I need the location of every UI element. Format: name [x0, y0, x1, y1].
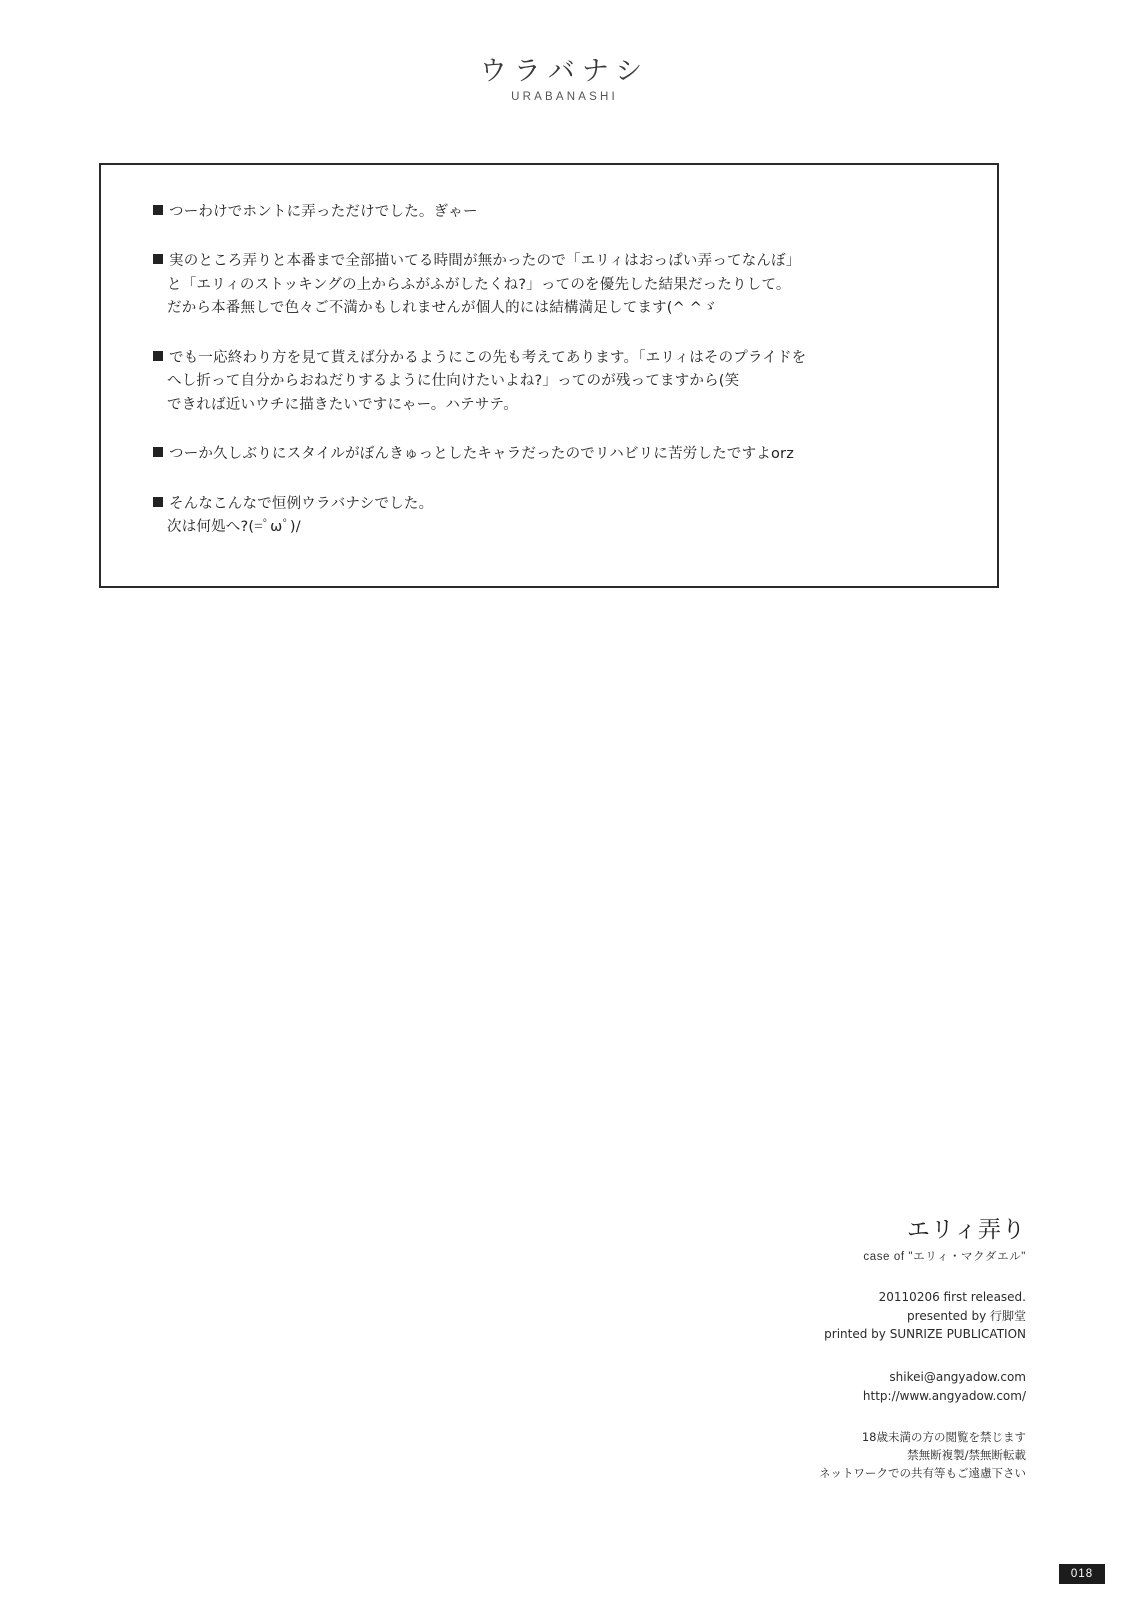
- work-subtitle: case of "エリィ・マクダエル": [863, 1251, 1026, 1264]
- page-header: [0, 58, 1129, 103]
- afterword-line: できれば近いウチに描きたいですにゃー。ハテサテ。: [167, 396, 518, 413]
- work-title: エリィ弄り: [906, 1217, 1026, 1243]
- square-bullet-icon: [153, 497, 163, 507]
- contact-info: [596, 1368, 1026, 1405]
- copyright-notice: 禁無断複製/禁無断転載: [907, 1448, 1026, 1463]
- afterword-text: つーか久しぶりにスタイルがぼんきゅっとしたキャラだったのでリハビリに苦労したですよorz: [169, 446, 795, 463]
- afterword-text: 実のところ弄りと本番まで全部描いてる時間が無かったので「エリィはおっぱい弄ってなんぼ」: [169, 253, 801, 270]
- afterword-line: [153, 250, 955, 273]
- afterword-line: だから本番無しで色々ご不満かもしれませんが個人的には結構満足してます(^ ^ゞ: [167, 300, 717, 317]
- colophon: [596, 1218, 1026, 1483]
- afterword-line: へし折って自分からおねだりするように仕向けたいよね?」ってのが残ってますから(笑: [167, 373, 740, 390]
- afterword-line: [153, 347, 955, 370]
- afterword-line: [153, 493, 955, 516]
- afterword-paragraph: [153, 347, 955, 417]
- release-info: [596, 1288, 1026, 1344]
- afterword-paragraph: [153, 493, 955, 540]
- square-bullet-icon: [153, 351, 163, 361]
- square-bullet-icon: [153, 254, 163, 264]
- afterword-text: そんなこんなで恒例ウラバナシでした。: [169, 495, 434, 512]
- urabanashi-logo-jp: ウラバナシ: [479, 56, 650, 87]
- afterword-paragraph: [153, 201, 955, 224]
- legal-notice: [596, 1429, 1026, 1482]
- afterword-paragraph: [153, 250, 955, 320]
- contact-email[interactable]: shikei@angyadow.com: [889, 1370, 1026, 1385]
- sharing-notice: ネットワークでの共有等もご遠慮下さい: [819, 1465, 1026, 1480]
- afterword-line: 次は何処へ?(=ﾟωﾟ)/: [167, 519, 301, 536]
- afterword-line: と「エリィのストッキングの上からふがふがしたくね?」ってのを優先した結果だったりして。: [167, 276, 791, 293]
- afterword-box: [99, 163, 999, 588]
- contact-website[interactable]: http://www.angyadow.com/: [862, 1388, 1026, 1403]
- release-date: 20110206 first released.: [878, 1290, 1026, 1305]
- printed-by: printed by SUNRIZE PUBLICATION: [824, 1327, 1026, 1342]
- afterword-content: [101, 165, 997, 540]
- urabanashi-logo-romaji: URABANASHI: [511, 91, 618, 103]
- age-restriction-notice: 18歳未満の方の閲覧を禁じます: [861, 1430, 1026, 1445]
- presented-by: presented by 行脚堂: [907, 1308, 1026, 1323]
- page-number: 018: [1059, 1564, 1105, 1584]
- square-bullet-icon: [153, 205, 163, 215]
- afterword-line: [153, 443, 955, 466]
- afterword-text: でも一応終わり方を見て貰えば分かるようにこの先も考えてあります。「エリィはそのプライドを: [169, 349, 807, 366]
- afterword-line: [153, 201, 955, 224]
- afterword-text: つーわけでホントに弄っただけでした。ぎゃー: [169, 204, 478, 220]
- square-bullet-icon: [153, 447, 163, 457]
- afterword-paragraph: [153, 443, 955, 466]
